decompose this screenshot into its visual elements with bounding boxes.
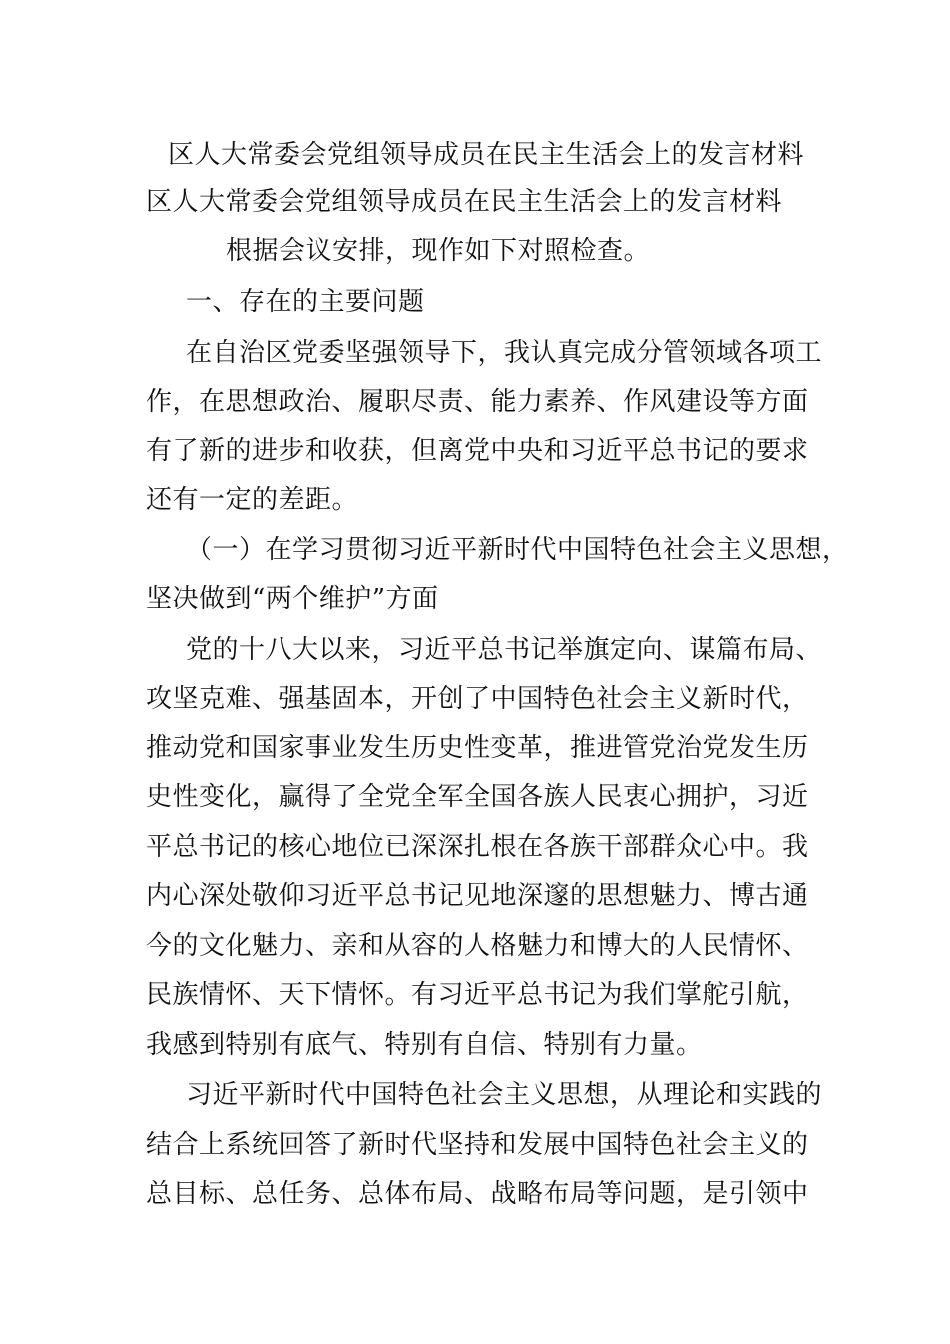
- paragraph-line: 平总书记的核心地位已深深扎根在各族干部群众心中。我: [146, 832, 809, 862]
- paragraph-line: 今的文化魅力、亲和从容的人格魅力和博大的人民情怀、: [146, 931, 809, 961]
- paragraph-line: 民族情怀、天下情怀。有习近平总书记为我们掌舵引航，: [146, 980, 809, 1010]
- paragraph-line: 还有一定的差距。: [146, 485, 359, 515]
- subsection-heading: （一）在学习贯彻习近平新时代中国特色社会主义思想，: [186, 535, 849, 565]
- intro-text: 根据会议安排，现作如下对照检查。: [226, 236, 651, 266]
- subsection-heading: 坚决做到“两个维护”方面: [146, 584, 439, 614]
- paragraph-line: 结合上系统回答了新时代坚持和发展中国特色社会主义的: [146, 1130, 809, 1160]
- paragraph-line: 习近平新时代中国特色社会主义思想，从理论和实践的: [186, 1080, 823, 1110]
- document-title-line-2: 区人大常委会党组领导成员在民主生活会上的发言材料: [146, 187, 783, 217]
- section-heading: 一、存在的主要问题: [186, 287, 425, 317]
- paragraph-line: 有了新的进步和收获，但离党中央和习近平总书记的要求: [146, 436, 809, 466]
- paragraph-line: 攻坚克难、强基固本，开创了中国特色社会主义新时代，: [146, 684, 809, 714]
- paragraph-line: 党的十八大以来，习近平总书记举旗定向、谋篇布局、: [186, 635, 823, 665]
- paragraph-line: 总目标、总任务、总体布局、战略布局等问题，是引领中: [146, 1179, 809, 1209]
- paragraph-line: 作，在思想政治、履职尽责、能力素养、作风建设等方面: [146, 387, 809, 417]
- paragraph-line: 我感到特别有底气、特别有自信、特别有力量。: [146, 1030, 703, 1060]
- document-title-line-1: 区人大常委会党组领导成员在民主生活会上的发言材料: [168, 140, 805, 170]
- paragraph-line: 推动党和国家事业发生历史性变革，推进管党治党发生历: [146, 733, 809, 763]
- paragraph-line: 史性变化，赢得了全党全军全国各族人民衷心拥护，习近: [146, 782, 809, 812]
- paragraph-line: 内心深处敬仰习近平总书记见地深邃的思想魅力、博古通: [146, 881, 809, 911]
- paragraph-line: 在自治区党委坚强领导下，我认真完成分管领域各项工: [186, 338, 823, 368]
